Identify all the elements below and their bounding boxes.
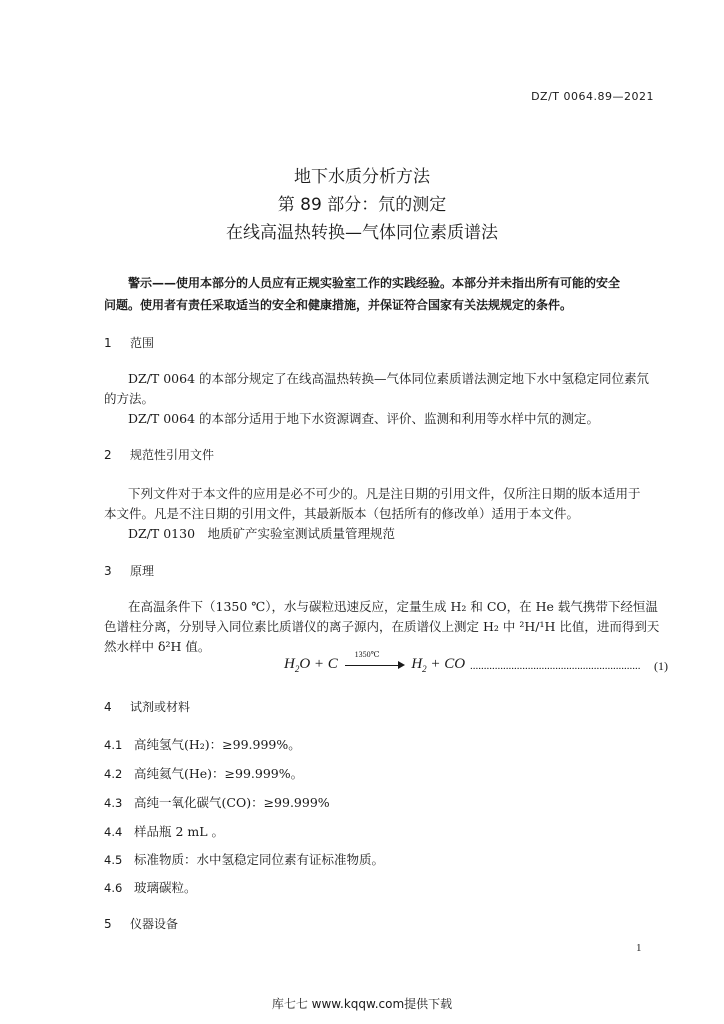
warning-line-1: 警示——使用本部分的人员应有正规实验室工作的实践经验。本部分并未指出所有可能的安全: [128, 276, 621, 290]
footer-download-note: 库七七 www.kqqw.com提供下载: [271, 997, 453, 1011]
eq-term: O + C: [299, 656, 338, 672]
list-item: [104, 850, 384, 868]
item-number: 4.3: [104, 796, 123, 810]
list-item: [104, 735, 301, 753]
paragraph-line: DZ/T 0064 的本部分适用于地下水资源调查、评价、监测和利用等水样中氘的测定。: [128, 411, 600, 426]
item-text: 高纯氦气(He)：≥99.999%。: [134, 766, 304, 781]
paragraph-line: 下列文件对于本文件的应用是必不可少的。凡是注日期的引用文件，仅所注日期的版本适用于: [128, 486, 641, 501]
item-number: 4.5: [104, 853, 123, 867]
section-title: 仪器设备: [130, 917, 179, 931]
equation-leader-dots: ..............................................................: [470, 660, 641, 672]
eq-term: H: [411, 656, 423, 672]
eq-term: H: [284, 656, 295, 672]
item-number: 4.1: [104, 738, 123, 752]
section-title: 规范性引用文件: [130, 448, 215, 462]
document-number: DZ/T 0064.89—2021: [531, 90, 654, 103]
section-1-body: [104, 369, 664, 429]
warning-block: [104, 272, 664, 316]
section-heading-3: [104, 562, 154, 579]
normative-reference: DZ/T 0130 地质矿产实验室测试质量管理规范: [128, 526, 396, 541]
page-number: 1: [636, 942, 642, 954]
item-text: 高纯一氧化碳气(CO)：≥99.999%: [134, 795, 330, 810]
section-number: 4: [104, 700, 112, 714]
reaction-arrow-icon: [345, 649, 405, 672]
item-text: 高纯氢气(H₂)：≥99.999%。: [134, 737, 301, 752]
item-number: 4.2: [104, 767, 123, 781]
section-number: 3: [104, 564, 112, 578]
list-item: [104, 822, 224, 840]
paragraph-line: 的方法。: [104, 391, 155, 406]
section-title: 试剂或材料: [130, 700, 191, 714]
section-3-body: [104, 597, 664, 657]
reaction-condition: 1350℃: [354, 649, 380, 659]
paragraph-line: 在高温条件下（1350 ℃），水与碳粒迅速反应，定量生成 H₂ 和 CO，在 He 载气携带下经恒温: [128, 599, 658, 614]
paragraph-line: DZ/T 0064 的本部分规定了在线高温热转换—气体同位素质谱法测定地下水中氢稳定同位素氘: [128, 371, 650, 386]
section-heading-2: [104, 446, 214, 463]
eq-subscript: 2: [294, 664, 300, 674]
section-2-body: [104, 484, 664, 544]
item-text: 标准物质：水中氢稳定同位素有证标准物质。: [134, 852, 385, 867]
list-item: [104, 878, 197, 896]
title-line-2: 第 89 部分：氘的测定: [277, 195, 447, 215]
paragraph-line: 本文件。凡是不注日期的引用文件，其最新版本（包括所有的修改单）适用于本文件。: [104, 506, 580, 521]
item-text: 样品瓶 2 mL 。: [134, 824, 225, 839]
equation-number: (1): [654, 659, 668, 673]
item-text: 玻璃碳粒。: [134, 880, 197, 895]
section-title: 范围: [130, 336, 155, 350]
section-heading-1: [104, 334, 154, 351]
item-number: 4.6: [104, 881, 123, 895]
item-number: 4.4: [104, 825, 123, 839]
section-number: 2: [104, 448, 112, 462]
title-line-3: 在线高温热转换—气体同位素质谱法: [226, 223, 498, 243]
section-number: 5: [104, 917, 112, 931]
warning-line-2: 问题。使用者有责任采取适当的安全和健康措施，并保证符合国家有关法规规定的条件。: [104, 298, 573, 312]
title-line-1: 地下水质分析方法: [294, 167, 430, 187]
reaction-equation: [284, 649, 466, 674]
eq-subscript: 2: [422, 664, 427, 674]
list-item: [104, 764, 303, 782]
list-item: [104, 793, 330, 811]
paragraph-line: 色谱柱分离，分别导入同位素比质谱仪的离子源内，在质谱仪上测定 H₂ 中 ²H/¹H 比值，进而得到天: [104, 619, 660, 634]
section-heading-4: [104, 698, 190, 715]
section-number: 1: [104, 336, 112, 350]
paragraph-line: 然水样中 δ²H 值。: [104, 639, 211, 654]
section-heading-5: [104, 915, 178, 932]
eq-term: + CO: [430, 656, 466, 672]
section-title: 原理: [130, 564, 155, 578]
